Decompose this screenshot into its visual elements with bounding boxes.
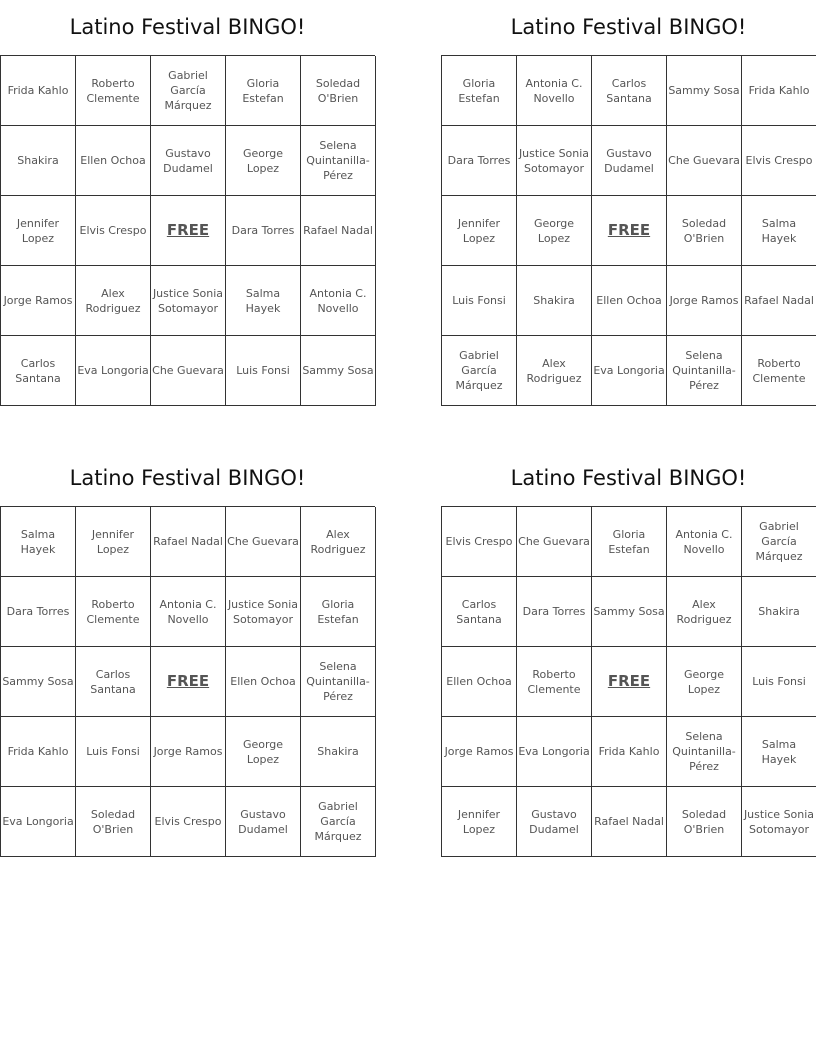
bingo-cell: Eva Longoria [76, 336, 151, 406]
bingo-cell: Justice Sonia Sotomayor [151, 266, 226, 336]
bingo-cell: Ellen Ochoa [226, 647, 301, 717]
bingo-cell: Gustavo Dudamel [592, 126, 667, 196]
bingo-cell: George Lopez [667, 647, 742, 717]
bingo-cell: Che Guevara [151, 336, 226, 406]
bingo-cell: Antonia C. Novello [517, 56, 592, 126]
bingo-cell: Shakira [301, 717, 376, 787]
bingo-card-1 [0, 0, 375, 406]
bingo-cell: Soledad O'Brien [667, 196, 742, 266]
bingo-cell: Gabriel García Márquez [442, 336, 517, 406]
bingo-cell: Frida Kahlo [592, 717, 667, 787]
bingo-cell: Ellen Ochoa [76, 126, 151, 196]
bingo-cell: Antonia C. Novello [667, 507, 742, 577]
bingo-cell: Dara Torres [1, 577, 76, 647]
bingo-cell: Jorge Ramos [1, 266, 76, 336]
bingo-cell: Soledad O'Brien [76, 787, 151, 857]
bingo-cell: Jennifer Lopez [442, 787, 517, 857]
bingo-cell: Sammy Sosa [592, 577, 667, 647]
bingo-grid [0, 55, 375, 406]
bingo-cell: Gabriel García Márquez [301, 787, 376, 857]
bingo-cell: George Lopez [226, 717, 301, 787]
bingo-cell: Sammy Sosa [667, 56, 742, 126]
bingo-cell: Gloria Estefan [226, 56, 301, 126]
bingo-cell: Gustavo Dudamel [151, 126, 226, 196]
bingo-cell: Gloria Estefan [592, 507, 667, 577]
bingo-cell: Gustavo Dudamel [517, 787, 592, 857]
bingo-cell: Frida Kahlo [1, 717, 76, 787]
bingo-cell: Roberto Clemente [76, 56, 151, 126]
bingo-cell: Elvis Crespo [442, 507, 517, 577]
bingo-cell: Carlos Santana [442, 577, 517, 647]
bingo-cell: Alex Rodriguez [76, 266, 151, 336]
bingo-cell: Che Guevara [667, 126, 742, 196]
bingo-cell: Eva Longoria [592, 336, 667, 406]
bingo-cell: Eva Longoria [1, 787, 76, 857]
bingo-cell: Luis Fonsi [742, 647, 816, 717]
bingo-cell: Jorge Ramos [667, 266, 742, 336]
bingo-cell: Ellen Ochoa [592, 266, 667, 336]
bingo-cell: Alex Rodriguez [517, 336, 592, 406]
bingo-cell: Roberto Clemente [517, 647, 592, 717]
bingo-cell: Eva Longoria [517, 717, 592, 787]
bingo-cell: George Lopez [226, 126, 301, 196]
bingo-cell: Shakira [1, 126, 76, 196]
bingo-cell: Salma Hayek [1, 507, 76, 577]
card-title: Latino Festival BINGO! [510, 15, 747, 39]
bingo-cell: Selena Quintanilla-Pérez [667, 717, 742, 787]
bingo-cell: Jorge Ramos [151, 717, 226, 787]
bingo-cell: Elvis Crespo [76, 196, 151, 266]
bingo-cell: Soledad O'Brien [667, 787, 742, 857]
free-space: FREE [592, 647, 667, 717]
bingo-cell: Salma Hayek [226, 266, 301, 336]
bingo-cell: Gabriel García Márquez [151, 56, 226, 126]
bingo-cell: Rafael Nadal [301, 196, 376, 266]
bingo-cell: Rafael Nadal [151, 507, 226, 577]
card-title: Latino Festival BINGO! [69, 466, 306, 490]
bingo-cell: Jorge Ramos [442, 717, 517, 787]
bingo-cell: Alex Rodriguez [301, 507, 376, 577]
bingo-cell: Luis Fonsi [76, 717, 151, 787]
bingo-cell: Gloria Estefan [301, 577, 376, 647]
bingo-card-4 [441, 451, 816, 857]
bingo-cell: Sammy Sosa [1, 647, 76, 717]
bingo-cell: Ellen Ochoa [442, 647, 517, 717]
bingo-cell: Selena Quintanilla-Pérez [301, 126, 376, 196]
bingo-cell: Justice Sonia Sotomayor [517, 126, 592, 196]
card-title: Latino Festival BINGO! [69, 15, 306, 39]
bingo-cell: Carlos Santana [76, 647, 151, 717]
bingo-cell: Alex Rodriguez [667, 577, 742, 647]
bingo-cell: Gabriel García Márquez [742, 507, 816, 577]
bingo-grid [0, 506, 375, 857]
bingo-cell: Elvis Crespo [742, 126, 816, 196]
bingo-cell: Che Guevara [517, 507, 592, 577]
bingo-cell: Selena Quintanilla-Pérez [667, 336, 742, 406]
bingo-cell: Luis Fonsi [442, 266, 517, 336]
bingo-card-3 [0, 451, 375, 857]
bingo-cell: Roberto Clemente [76, 577, 151, 647]
bingo-cell: Elvis Crespo [151, 787, 226, 857]
bingo-cell: Jennifer Lopez [1, 196, 76, 266]
bingo-cell: Carlos Santana [592, 56, 667, 126]
bingo-cell: Dara Torres [517, 577, 592, 647]
bingo-cell: Justice Sonia Sotomayor [226, 577, 301, 647]
bingo-cell: Jennifer Lopez [76, 507, 151, 577]
free-space: FREE [151, 196, 226, 266]
bingo-cell: Rafael Nadal [592, 787, 667, 857]
bingo-cell: Antonia C. Novello [301, 266, 376, 336]
bingo-cell: Carlos Santana [1, 336, 76, 406]
bingo-cell: Antonia C. Novello [151, 577, 226, 647]
bingo-cell: Che Guevara [226, 507, 301, 577]
bingo-cell: Dara Torres [226, 196, 301, 266]
bingo-cell: Salma Hayek [742, 196, 816, 266]
card-title: Latino Festival BINGO! [510, 466, 747, 490]
bingo-cell: George Lopez [517, 196, 592, 266]
bingo-cell: Frida Kahlo [1, 56, 76, 126]
bingo-cell: Luis Fonsi [226, 336, 301, 406]
bingo-grid [441, 506, 816, 857]
free-space: FREE [151, 647, 226, 717]
bingo-cell: Rafael Nadal [742, 266, 816, 336]
bingo-cell: Shakira [517, 266, 592, 336]
bingo-cell: Gustavo Dudamel [226, 787, 301, 857]
free-space: FREE [592, 196, 667, 266]
bingo-cell: Dara Torres [442, 126, 517, 196]
bingo-card-2 [441, 0, 816, 406]
bingo-grid [441, 55, 816, 406]
bingo-cell: Roberto Clemente [742, 336, 816, 406]
bingo-cell: Salma Hayek [742, 717, 816, 787]
bingo-cell: Jennifer Lopez [442, 196, 517, 266]
bingo-cell: Shakira [742, 577, 816, 647]
bingo-cell: Justice Sonia Sotomayor [742, 787, 816, 857]
bingo-cell: Gloria Estefan [442, 56, 517, 126]
bingo-cell: Selena Quintanilla-Pérez [301, 647, 376, 717]
bingo-cell: Sammy Sosa [301, 336, 376, 406]
bingo-cell: Frida Kahlo [742, 56, 816, 126]
bingo-cell: Soledad O'Brien [301, 56, 376, 126]
